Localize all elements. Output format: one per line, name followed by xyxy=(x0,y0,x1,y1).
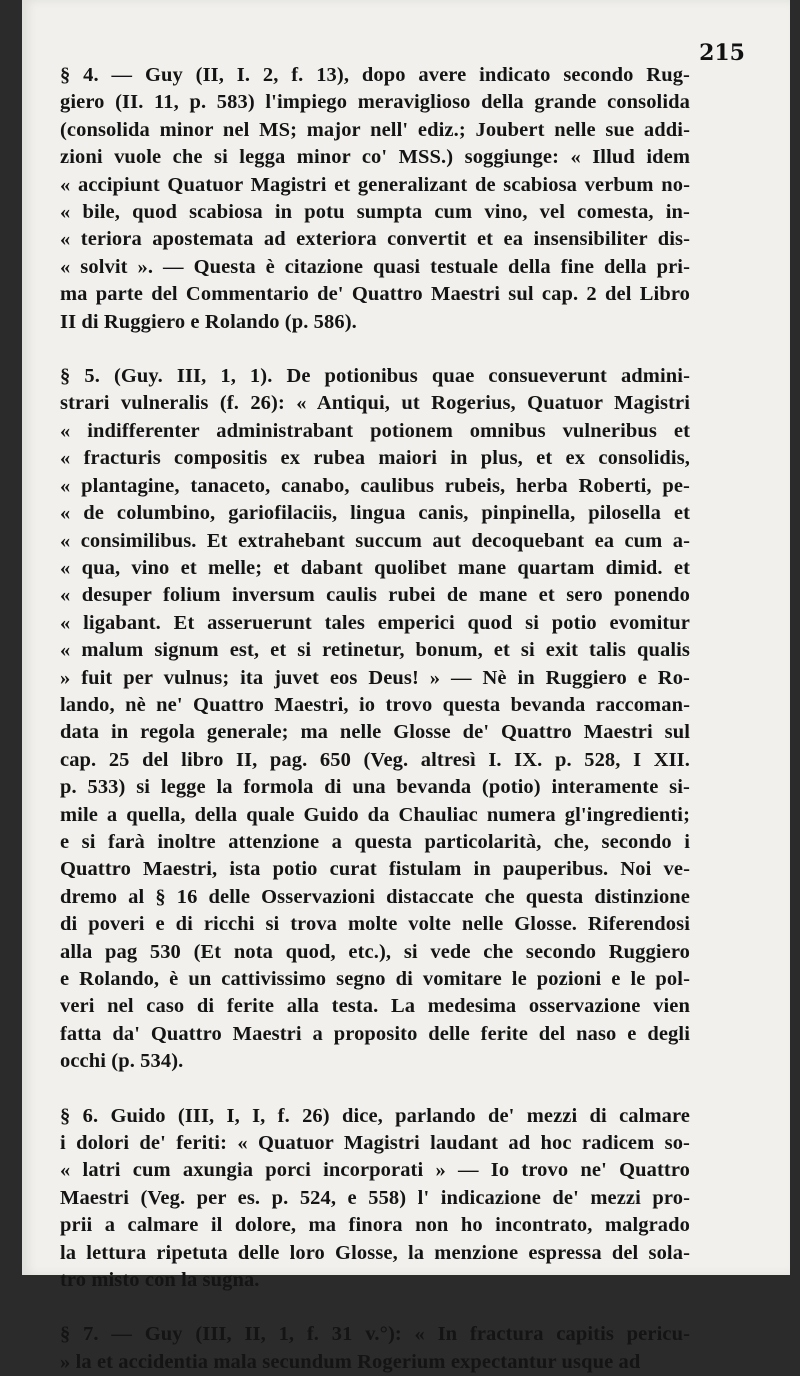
text-line: « solvit ». — Questa è citazione quasi testuale della fine della pri- xyxy=(60,255,690,278)
paragraph-gap xyxy=(60,1294,690,1321)
text-line: « latri cum axungia porci incorporati » — Io trovo ne' Quattro xyxy=(60,1159,690,1182)
text-line: » la et accidentia mala secundum Rogerium expectantur usque ad xyxy=(60,1350,641,1373)
page-number: 215 xyxy=(699,40,745,66)
text-line: prii a calmare il dolore, ma finora non ho incontrato, malgrado xyxy=(60,1214,690,1237)
text-line: « fracturis compositis ex rubea maiori in plus, et ex consolidis, xyxy=(60,447,690,470)
text-line: di poveri e di ricchi si trova molte volte nelle Glosse. Riferendosi xyxy=(60,913,690,936)
paragraph-gap xyxy=(60,336,690,363)
text-line: « indifferenter administrabant potionem omnibus vulneribus et xyxy=(60,419,690,442)
text-line: i dolori de' feriti: « Quatuor Magistri laudant ad hoc radicem so- xyxy=(60,1132,690,1155)
text-line: « plantagine, tanaceto, canabo, caulibus rubeis, herba Roberti, pe- xyxy=(60,474,690,497)
text-line: dremo al § 16 delle Osservazioni distaccate che questa distinzione xyxy=(60,885,690,908)
text-line: § 6. Guido (III, I, I, f. 26) dice, parlando de' mezzi di calmare xyxy=(60,1104,690,1127)
text-line: e Rolando, è un cattivissimo segno di vomitare le pozioni e le pol- xyxy=(60,968,690,990)
text-line: « desuper folium inversum caulis rubei de mane et sero ponendo xyxy=(60,584,690,607)
paragraph xyxy=(60,62,690,336)
text-line: lando, nè ne' Quattro Maestri, io trovo questa bevanda raccoman- xyxy=(60,693,690,716)
text-line: data in regola generale; ma nelle Glosse de' Quattro Maestri sul xyxy=(60,721,690,744)
text-line: tro misto con la sugna. xyxy=(60,1269,260,1292)
text-line: occhi (p. 534). xyxy=(60,1050,184,1073)
text-line: Maestri (Veg. per es. p. 524, e 558) l' indicazione de' mezzi pro- xyxy=(60,1186,690,1209)
text-line: ma parte del Commentario de' Quattro Maestri sul cap. 2 del Libro xyxy=(60,283,690,306)
text-line: p. 533) si legge la formola di una bevanda (potio) interamente si- xyxy=(60,776,690,799)
text-line: fatta da' Quattro Maestri a proposito delle ferite del naso e degli xyxy=(60,1022,690,1045)
paragraph xyxy=(60,363,690,1076)
text-line: § 7. — Guy (III, II, 1, f. 31 v.°): « In fractura capitis pericu- xyxy=(60,1323,690,1346)
text-line: (consolida minor nel MS; major nell' ediz.; Joubert nelle sue addi- xyxy=(60,118,690,141)
text-line: zioni vuole che si legga minor co' MSS.) soggiunge: « Illud idem xyxy=(60,146,690,169)
paragraph-gap xyxy=(60,1076,690,1103)
text-line: « malum signum est, et si retinetur, bonum, et si exit talis qualis xyxy=(60,639,690,662)
text-line: § 5. (Guy. III, 1, 1). De potionibus quae consueverunt admini- xyxy=(60,365,690,388)
page-text xyxy=(60,62,690,1376)
text-line: alla pag 530 (Et nota quod, etc.), si vede che secondo Ruggiero xyxy=(60,940,690,963)
text-line: la lettura ripetuta delle loro Glosse, la menzione espressa del sola- xyxy=(60,1241,690,1264)
text-line: « accipiunt Quatuor Magistri et generalizant de scabiosa verbum no- xyxy=(60,173,690,196)
paragraph xyxy=(60,1321,690,1376)
text-line: « teriora apostemata ad exteriora convertit et ea insensibiliter dis- xyxy=(60,228,690,251)
text-line: « qua, vino et melle; et dabant quolibet mane quartam dimid. et xyxy=(60,556,690,579)
book-page xyxy=(22,0,790,1373)
text-line: » fuit per vulnus; ita juvet eos Deus! » — Nè in Ruggiero e Ro- xyxy=(60,666,690,689)
text-line: cap. 25 del libro II, pag. 650 (Veg. altresì I. IX. p. 528, I XII. xyxy=(60,748,690,771)
text-line: mile a quella, della quale Guido da Chauliac numera gl'ingredienti; xyxy=(60,803,690,826)
text-line: e si farà inoltre attenzione a questa particolarità, che, secondo i xyxy=(60,830,690,853)
text-line: « bile, quod scabiosa in potu sumpta cum vino, vel comesta, in- xyxy=(60,201,690,224)
text-line: veri nel caso di ferite alla testa. La medesima osservazione vien xyxy=(60,995,690,1018)
text-line: strari vulneralis (f. 26): « Antiqui, ut Rogerius, Quatuor Magistri xyxy=(60,392,690,415)
text-line: § 4. — Guy (II, I. 2, f. 13), dopo avere indicato secondo Rug- xyxy=(60,64,690,86)
paragraph xyxy=(60,1103,690,1295)
text-line: « consimilibus. Et extrahebant succum aut decoquebant ea cum a- xyxy=(60,529,690,552)
text-line: « de columbino, gariofilaciis, lingua canis, pinpinella, pilosella et xyxy=(60,502,690,525)
text-line: giero (II. 11, p. 583) l'impiego meraviglioso della grande consolida xyxy=(60,91,690,114)
text-line: Quattro Maestri, ista potio curat fistulam in pauperibus. Noi ve- xyxy=(60,858,690,881)
text-line: II di Ruggiero e Rolando (p. 586). xyxy=(60,310,357,333)
text-line: « ligabant. Et asseruerunt tales emperici quod si potio evomitur xyxy=(60,611,690,634)
